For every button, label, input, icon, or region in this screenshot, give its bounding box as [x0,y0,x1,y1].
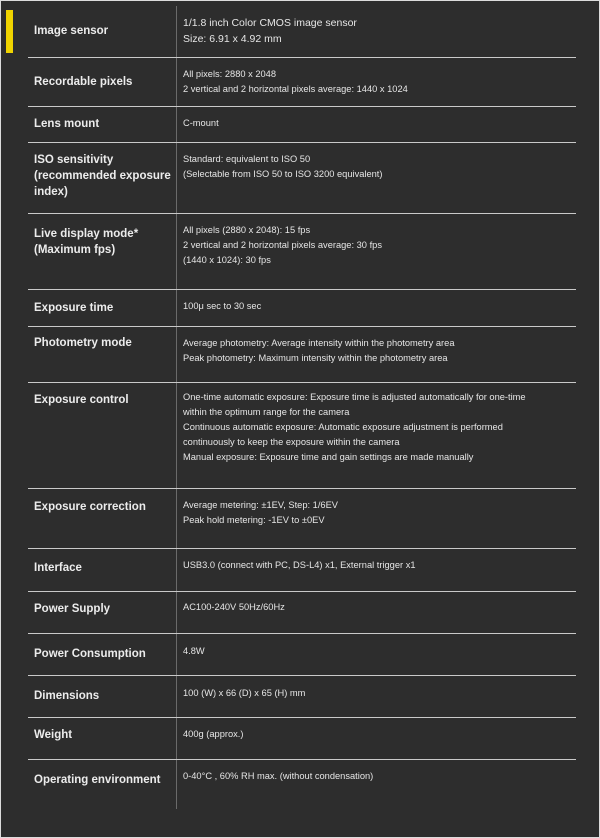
spec-value [177,717,577,759]
spec-value [177,326,577,382]
spec-value [177,289,577,326]
spec-label: Power Supply [28,591,177,633]
spec-label: Operating environment [28,759,177,809]
spec-row [28,488,576,548]
spec-value-line: Average photometry: Average intensity within the photometry area [183,337,455,348]
spec-label: Image sensor [28,6,177,57]
spec-value [177,488,577,548]
spec-label: Exposure time [28,289,177,326]
spec-value-line: All pixels (2880 x 2048): 15 fps [183,224,311,235]
spec-value-line: 100μ sec to 30 sec [183,300,262,311]
spec-value [177,106,577,142]
spec-value-line: One-time automatic exposure: Exposure time is adjusted automatically for one-time [183,391,526,402]
spec-label: Weight [28,717,177,759]
spec-row [28,142,576,213]
spec-value-line: Manual exposure: Exposure time and gain settings are made manually [183,451,474,462]
spec-value-line: 2 vertical and 2 horizontal pixels average: 30 fps [183,239,382,250]
spec-label: Exposure control [28,382,177,488]
spec-value-line: AC100-240V 50Hz/60Hz [183,601,285,612]
spec-value-line: Size: 6.91 x 4.92 mm [183,33,282,45]
spec-value-line: Peak photometry: Maximum intensity within the photometry area [183,352,448,363]
accent-bar [6,10,13,53]
spec-row [28,548,576,591]
spec-row [28,106,576,142]
spec-value-line: within the optimum range for the camera [183,406,350,417]
spec-value [177,633,577,675]
spec-value [177,759,577,809]
spec-value [177,142,577,213]
spec-value-line: Continuous automatic exposure: Automatic exposure adjustment is performed [183,421,503,432]
spec-row [28,382,576,488]
spec-row [28,759,576,809]
spec-value-line: Standard: equivalent to ISO 50 [183,153,311,164]
spec-value [177,548,577,591]
spec-row [28,675,576,717]
spec-value-line: continuously to keep the exposure within the camera [183,436,400,447]
spec-row [28,289,576,326]
spec-value-line: 1/1.8 inch Color CMOS image sensor [183,17,357,29]
spec-value-line: C-mount [183,117,219,128]
spec-label: Power Consumption [28,633,177,675]
spec-value-line: USB3.0 (connect with PC, DS-L4) x1, External trigger x1 [183,559,416,570]
spec-value [177,382,577,488]
spec-row [28,591,576,633]
spec-value-line: 0-40°C , 60% RH max. (without condensation) [183,770,374,781]
spec-value [177,591,577,633]
spec-value-line: 2 vertical and 2 horizontal pixels average: 1440 x 1024 [183,83,408,94]
spec-value-line: 4.8W [183,645,205,656]
spec-label: ISO sensitivity (recommended exposure index) [28,142,177,213]
spec-label: Recordable pixels [28,57,177,106]
spec-value-line: Average metering: ±1EV, Step: 1/6EV [183,499,338,510]
spec-value [177,6,577,57]
spec-value [177,675,577,717]
spec-value-line: 400g (approx.) [183,728,244,739]
spec-label: Interface [28,548,177,591]
spec-table [28,6,576,809]
spec-value-line: (1440 x 1024): 30 fps [183,254,271,265]
spec-label: Exposure correction [28,488,177,548]
spec-label: Photometry mode [28,326,177,382]
spec-value [177,213,577,289]
spec-value-line: All pixels: 2880 x 2048 [183,68,277,79]
spec-row [28,57,576,106]
spec-row [28,213,576,289]
spec-row [28,633,576,675]
spec-row [28,6,576,57]
spec-value-line: (Selectable from ISO 50 to ISO 3200 equivalent) [183,168,383,179]
spec-row [28,326,576,382]
spec-value [177,57,577,106]
spec-row [28,717,576,759]
spec-label: Lens mount [28,106,177,142]
spec-value-line: Peak hold metering: -1EV to ±0EV [183,514,325,525]
spec-value-line: 100 (W) x 66 (D) x 65 (H) mm [183,687,306,698]
spec-label: Dimensions [28,675,177,717]
spec-label: Live display mode* (Maximum fps) [28,213,177,289]
